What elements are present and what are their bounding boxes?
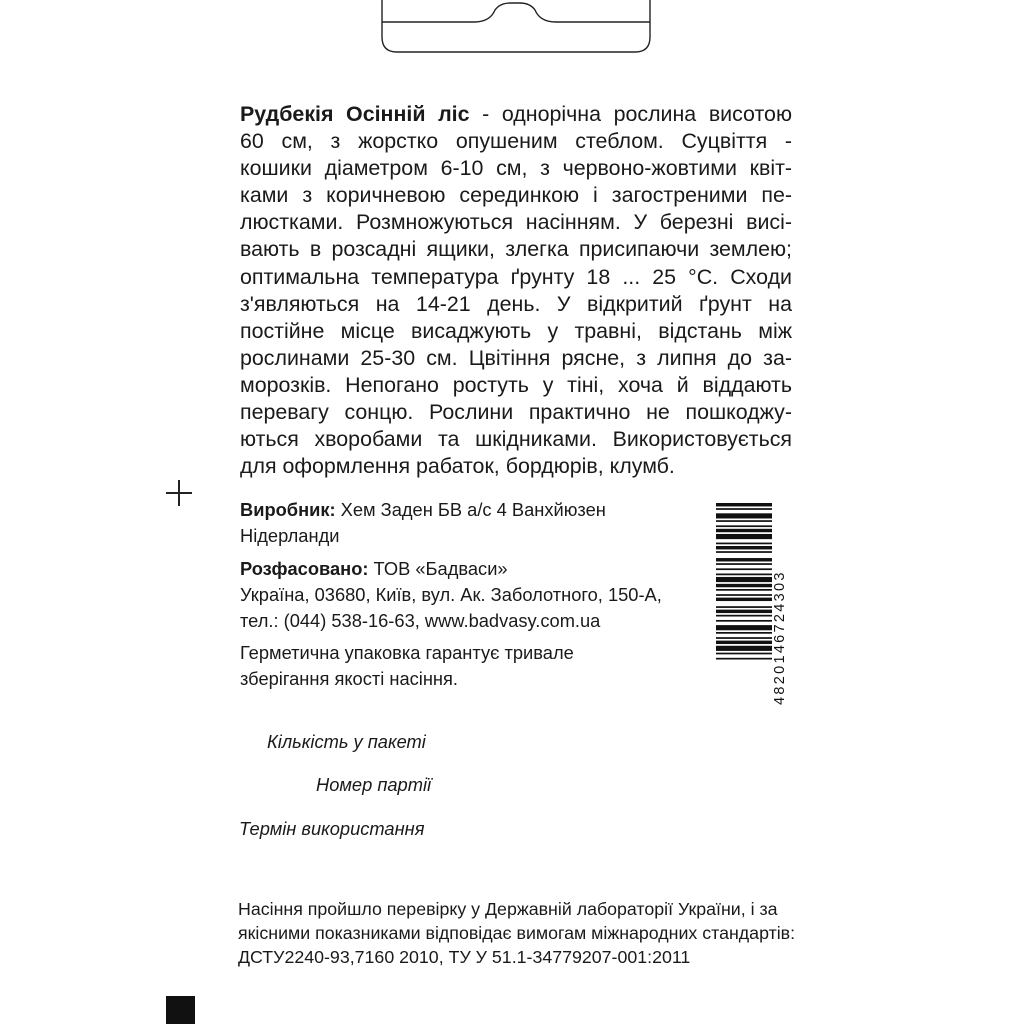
product-description bbox=[240, 101, 792, 480]
description-line: з'являються на 14-21 день. У відкритий ґрунт на bbox=[240, 291, 792, 316]
description-line: люстками. Розмножуються насінням. У березні висі- bbox=[240, 210, 792, 235]
packer-info bbox=[240, 556, 662, 634]
description-line: ками з коричневою серединкою і загостреними пе- bbox=[240, 183, 792, 208]
description-line: рослинами 25-30 см. Цвітіння рясне, з липня до за- bbox=[240, 345, 792, 370]
producer-country: Нідерланди bbox=[240, 525, 340, 546]
description-line: вають в розсадні ящики, злегка присипаючи землею; bbox=[240, 237, 792, 262]
description-line: постійне місце висаджують у травні, відстань між bbox=[240, 318, 792, 343]
hang-tab-outline bbox=[0, 0, 1024, 70]
print-mark-square bbox=[166, 996, 195, 1024]
packer-label: Розфасовано: bbox=[240, 558, 369, 579]
batch-number-label: Номер партії bbox=[316, 774, 432, 795]
producer-label: Виробник: bbox=[240, 499, 336, 520]
producer-name: Хем Заден БВ а/с 4 Ванхйюзен bbox=[335, 499, 606, 520]
description-line: перевагу сонцю. Рослини практично не пошкоджу- bbox=[240, 400, 792, 425]
description-line: Рудбекія Осінній ліс - однорічна рослина висотою bbox=[240, 102, 792, 126]
description-line: оптимальна температура ґрунту 18 ... 25 °С. Сходи bbox=[240, 264, 792, 289]
expiry-label: Термін використання bbox=[239, 818, 425, 839]
description-line: морозків. Непогано ростуть у тіні, хоча й віддають bbox=[240, 372, 792, 397]
producer-info bbox=[240, 497, 606, 549]
registration-mark-icon bbox=[166, 480, 192, 506]
description-line: для оформлення рабаток, бордюрів, клумб. bbox=[240, 454, 675, 479]
description-line: кошики діаметром 6-10 см, з червоно-жовтими квіт- bbox=[240, 156, 792, 181]
packer-contacts: тел.: (044) 538-16-63, www.badvasy.com.ua bbox=[240, 610, 601, 631]
sealed-package-note: Герметична упаковка гарантує тривале зберігання якості насіння. bbox=[240, 642, 574, 689]
quantity-label: Кількість у пакеті bbox=[267, 731, 426, 752]
packer-name: ТОВ «Бадваси» bbox=[368, 558, 508, 579]
barcode-number: 4820146724303 bbox=[772, 570, 788, 705]
description-line: ються хворобами та шкідниками. Використовується bbox=[240, 427, 792, 452]
description-line: 60 см, з жорстко опушеним стеблом. Суцвіття - bbox=[240, 129, 792, 154]
product-name: Рудбекія Осінній ліс bbox=[240, 102, 470, 126]
certification-note: Насіння пройшло перевірку у Державній лабораторії України, і за якісними показниками відповідає вимогам міжнародних стандартів: ДСТУ2240-93,7160 2010, ТУ У 51.1-34779207-001:2011 bbox=[238, 899, 796, 967]
packer-address: Україна, 03680, Київ, вул. Ак. Заболотного, 150-А, bbox=[240, 584, 662, 605]
